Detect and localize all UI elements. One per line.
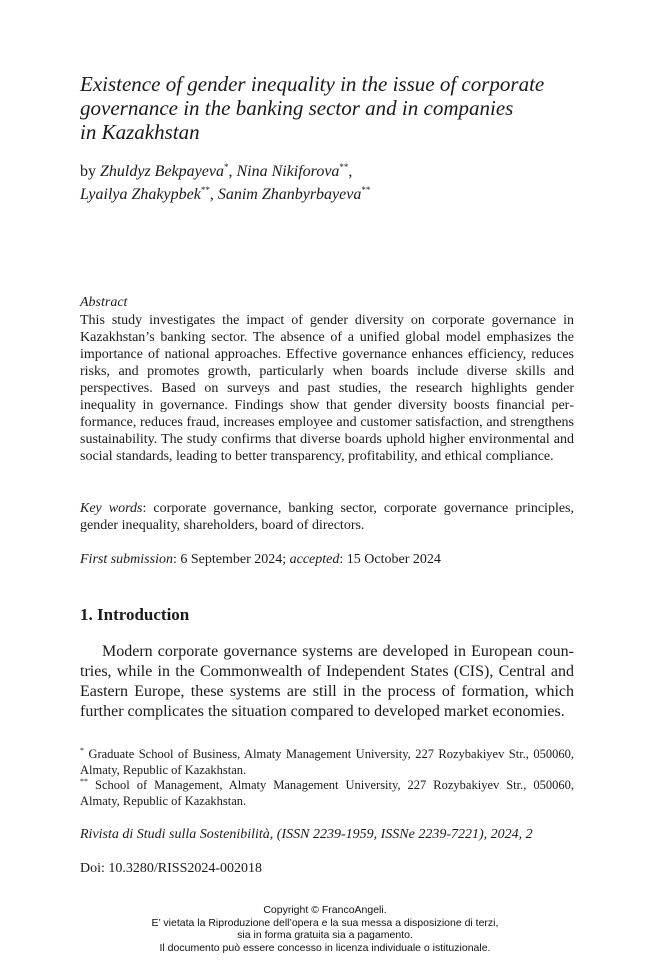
author-name: Zhuldyz Bekpayeva (100, 163, 224, 180)
copyright-line: E’ vietata la Riproduzione dell’opera e la sua messa a disposizione di terzi, (151, 916, 499, 929)
accepted-label: accepted (289, 552, 340, 567)
title-line: Existence of gender inequality in the issue of corporate (80, 72, 545, 96)
abstract-text: This study investigates the impact of gender diversity on corporate governance in Kazakhstan’s banking sector. The absence of a unified global model emphasizes the importance of national approaches. Effective governance enhances efficiency, reduces risks, and promotes growth, particularly when boards include diverse skills and perspectives. Based on surveys and past studies, the research highlights gender inequality in governance. Findings show that gender diversity boosts financial performance, reduces fraud, increases employee and customer satisfaction, and strengthens sustainability. The study confirms that diverse boards uphold higher environmental and social standards, leading to better transparency, profitability, and ethical compliance. (80, 313, 574, 464)
submission-dates (80, 551, 574, 568)
copyright-line: Copyright © FrancoAngeli. (263, 904, 387, 916)
accepted-date: : 15 October 2024 (339, 552, 441, 567)
first-submission-label: First submission (80, 552, 173, 567)
footnote (80, 747, 574, 778)
introduction-heading: 1. Introduction (80, 605, 190, 624)
abstract-heading: Abstract (80, 295, 128, 310)
author-name: Nina Nikiforova (236, 163, 340, 180)
keywords (80, 500, 574, 534)
keywords-label: Key words (80, 501, 143, 516)
author-separator: , (228, 163, 237, 180)
author-name: Sanim Zhanbyrbayeva (217, 186, 362, 203)
introduction-paragraph: Modern corporate governance systems are developed in European countries, while in the Commonwealth of Independent States (CIS), Central and Eastern Europe, these systems are still in the process of formation, which further complicates the situation compared to developed market economies. (80, 643, 574, 720)
doi: Doi: 10.3280/RISS2024-002018 (80, 861, 263, 876)
copyright-notice (0, 904, 650, 954)
byline-prefix: by (80, 163, 100, 180)
affiliation-mark: ** (200, 185, 210, 195)
footnote (80, 778, 574, 809)
author-name: Lyailya Zhakypbek (80, 186, 201, 203)
affiliation-mark: * (223, 162, 229, 172)
author-separator: , (209, 186, 218, 203)
affiliation-mark: ** (361, 185, 371, 195)
title-line: governance in the banking sector and in companies (80, 96, 514, 120)
footnote-mark: ** (80, 777, 88, 786)
keywords-text: : corporate governance, banking sector, corporate governance principles, gender inequality, shareholders, board of directors. (80, 501, 574, 533)
footnote-text: School of Management, Almaty Management University, 227 Rozybakiyev Str., 050060, Almaty, Republic of Kazakhstan. (80, 778, 574, 808)
journal-citation: Rivista di Studi sulla Sostenibilità, (ISSN 2239-1959, ISSNe 2239-7221), 2024, 2 (80, 827, 533, 842)
author-byline (80, 160, 574, 206)
copyright-line: Il documento può essere concesso in licenza individuale o istituzionale. (159, 941, 491, 954)
footnote-text: Graduate School of Business, Almaty Management University, 227 Rozybakiyev Str., 050060, Almaty, Republic of Kazakhstan. (80, 747, 574, 777)
author-separator: , (348, 163, 353, 180)
copyright-line: sia in forma gratuita sia a pagamento. (237, 929, 413, 941)
affiliation-mark: ** (339, 162, 349, 172)
article-title (80, 72, 574, 144)
footnote-mark: * (80, 746, 84, 755)
first-submission-date: : 6 September 2024; (172, 552, 290, 567)
title-line: in Kazakhstan (80, 120, 200, 144)
